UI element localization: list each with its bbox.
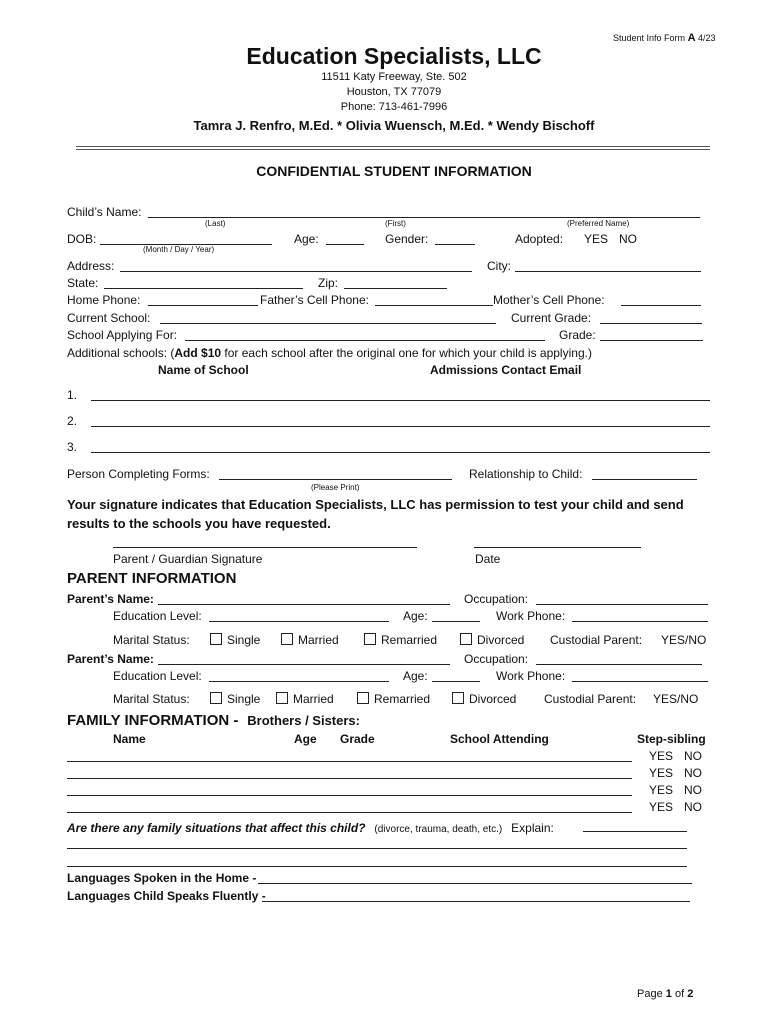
family-subheading: Brothers / Sisters:: [247, 713, 360, 728]
option-label: Single: [227, 633, 261, 647]
option-label: Single: [227, 692, 261, 706]
parent1-name-field[interactable]: [158, 593, 450, 605]
explain-line-2[interactable]: [67, 837, 687, 849]
sibling-row-1-yes[interactable]: YES: [649, 749, 674, 763]
signature-date-field[interactable]: [474, 547, 641, 548]
additional-row-3-num: 3.: [67, 440, 78, 454]
sibling-col-age: Age: [294, 732, 317, 746]
current-school-label: Current School:: [67, 311, 151, 325]
parent2-age-field[interactable]: [432, 670, 480, 682]
checkbox-icon[interactable]: [276, 692, 288, 704]
form-title: CONFIDENTIAL STUDENT INFORMATION: [256, 163, 532, 179]
age-field[interactable]: [326, 233, 364, 245]
sibling-row-4-yes[interactable]: YES: [649, 800, 674, 814]
parent1-work-phone-field[interactable]: [572, 610, 708, 622]
parent2-name-field[interactable]: [158, 653, 450, 665]
parent1-married-option[interactable]: [281, 633, 339, 647]
gender-field[interactable]: [435, 233, 475, 245]
age-label: Age:: [294, 232, 319, 246]
city-label: City:: [487, 259, 511, 273]
form-code-prefix: Student Info Form: [613, 33, 686, 43]
first-hint: (First): [385, 219, 406, 228]
additional-rest: for each school after the original one for which your child is applying.): [221, 346, 592, 360]
explain-field[interactable]: [583, 820, 687, 832]
sibling-col-school: School Attending: [450, 732, 549, 746]
parent1-occupation-label: Occupation:: [464, 592, 529, 606]
company-phone: Phone: 713-461-7996: [340, 101, 448, 113]
company-address-1: 11511 Katy Freeway, Ste. 502: [321, 71, 467, 83]
parent2-married-option[interactable]: [276, 692, 334, 706]
additional-row-2-field[interactable]: [91, 415, 710, 427]
page-word: Page: [637, 988, 663, 1000]
parent2-work-phone-field[interactable]: [572, 670, 708, 682]
parent-signature-label: Parent / Guardian Signature: [113, 552, 263, 566]
grade-field[interactable]: [600, 329, 703, 341]
parent2-single-option[interactable]: [210, 692, 260, 706]
checkbox-icon[interactable]: [210, 633, 222, 645]
relationship-field[interactable]: [592, 468, 697, 480]
zip-label: Zip:: [318, 276, 339, 290]
parent2-age-label: Age:: [403, 669, 428, 683]
sibling-row-2-yes[interactable]: YES: [649, 766, 674, 780]
additional-row-3-field[interactable]: [91, 441, 710, 453]
family-situations-question: Are there any family situations that affect this child?: [67, 821, 366, 835]
parent2-name-label: Parent’s Name:: [67, 652, 154, 666]
divider-bottom: [76, 149, 710, 150]
city-field[interactable]: [515, 260, 701, 272]
option-label: Remarried: [381, 633, 438, 647]
parent2-custodial-value[interactable]: YES/NO: [653, 692, 699, 706]
languages-fluent-field[interactable]: [262, 890, 690, 902]
explain-line-3[interactable]: [67, 855, 687, 867]
person-completing-label: Person Completing Forms:: [67, 467, 210, 481]
sibling-row-2-no[interactable]: NO: [684, 766, 702, 780]
parent2-custodial-label: Custodial Parent:: [544, 692, 637, 706]
adopted-no[interactable]: NO: [619, 232, 637, 246]
home-phone-label: Home Phone:: [67, 293, 141, 307]
languages-fluent-label: Languages Child Speaks Fluently -: [67, 889, 266, 903]
parent2-education-field[interactable]: [209, 670, 389, 682]
parent2-education-label: Education Level:: [113, 669, 202, 683]
state-label: State:: [67, 276, 99, 290]
family-situations-hint: (divorce, trauma, death, etc.): [374, 824, 503, 835]
please-print-hint: (Please Print): [311, 483, 360, 492]
family-situations-row: [67, 819, 554, 837]
checkbox-icon[interactable]: [281, 633, 293, 645]
parent1-age-field[interactable]: [432, 610, 480, 622]
adopted-yes[interactable]: YES: [584, 232, 609, 246]
sibling-col-grade: Grade: [340, 732, 375, 746]
additional-schools-note: [67, 346, 592, 360]
additional-row-1-num: 1.: [67, 388, 78, 402]
form-code-letter: A: [687, 32, 696, 44]
sibling-row-4-no[interactable]: NO: [684, 800, 702, 814]
page-of: of: [674, 988, 685, 1000]
explain-label: Explain:: [511, 821, 554, 835]
languages-home-field[interactable]: [258, 872, 692, 884]
adopted-label: Adopted:: [515, 232, 564, 246]
option-label: Remarried: [374, 692, 431, 706]
state-field[interactable]: [104, 277, 303, 289]
parent1-single-option[interactable]: [210, 633, 260, 647]
option-label: Divorced: [469, 692, 517, 706]
option-label: Married: [293, 692, 334, 706]
sibling-row-3-no[interactable]: NO: [684, 783, 702, 797]
family-heading-title: FAMILY INFORMATION -: [67, 712, 239, 729]
current-grade-field[interactable]: [600, 312, 702, 324]
checkbox-icon[interactable]: [452, 692, 464, 704]
school-applying-label: School Applying For:: [67, 328, 178, 342]
additional-row-2-num: 2.: [67, 414, 78, 428]
dob-field[interactable]: [100, 233, 272, 245]
additional-fee: Add $10: [174, 346, 222, 360]
school-applying-field[interactable]: [185, 329, 545, 341]
parent1-work-phone-label: Work Phone:: [496, 609, 566, 623]
father-cell-label: Father’s Cell Phone:: [260, 293, 369, 307]
signature-date-label: Date: [475, 552, 501, 566]
parent2-occupation-label: Occupation:: [464, 652, 529, 666]
checkbox-icon[interactable]: [210, 692, 222, 704]
gender-label: Gender:: [385, 232, 429, 246]
parent-info-heading: PARENT INFORMATION: [67, 570, 237, 587]
sibling-row-3-field[interactable]: [67, 784, 632, 796]
dob-label: DOB:: [67, 232, 97, 246]
address-label: Address:: [67, 259, 115, 273]
father-cell-field[interactable]: [375, 294, 493, 306]
grade-label: Grade:: [559, 328, 596, 342]
languages-home-label: Languages Spoken in the Home -: [67, 871, 257, 885]
permission-line-2: results to the schools you have requested.: [67, 516, 331, 531]
company-address-2: Houston, TX 77079: [346, 86, 442, 98]
current-school-field[interactable]: [160, 312, 496, 324]
permission-line-1: Your signature indicates that Education Specialists, LLC has permission to test your child and send: [67, 497, 684, 512]
last-hint: (Last): [205, 219, 226, 228]
col-admissions-email: Admissions Contact Email: [430, 363, 582, 377]
col-school-name: Name of School: [158, 363, 249, 377]
mother-cell-label: Mother’s Cell Phone:: [493, 293, 605, 307]
page-current: 1: [665, 988, 672, 1000]
parent2-divorced-option[interactable]: [452, 692, 516, 706]
additional-row-1-field[interactable]: [91, 389, 710, 401]
parent2-remarried-option[interactable]: [357, 692, 430, 706]
parent1-education-field[interactable]: [209, 610, 389, 622]
sibling-row-2-field[interactable]: [67, 767, 632, 779]
sibling-col-step: Step-sibling: [637, 732, 706, 746]
sibling-row-1-no[interactable]: NO: [684, 749, 702, 763]
sibling-row-4-field[interactable]: [67, 801, 632, 813]
parent1-occupation-field[interactable]: [536, 593, 708, 605]
sibling-col-name: Name: [113, 732, 146, 746]
checkbox-icon[interactable]: [357, 692, 369, 704]
parent1-age-label: Age:: [403, 609, 428, 623]
form-code-date: 4/23: [698, 33, 716, 43]
family-heading: [67, 712, 360, 730]
child-name-field[interactable]: [148, 206, 700, 218]
checkbox-icon[interactable]: [364, 633, 376, 645]
zip-field[interactable]: [344, 277, 447, 289]
parent2-occupation-field[interactable]: [536, 653, 702, 665]
parent2-marital-label: Marital Status:: [113, 692, 190, 706]
parent1-education-label: Education Level:: [113, 609, 202, 623]
parent1-custodial-value[interactable]: YES/NO: [661, 633, 707, 647]
additional-intro: Additional schools: (: [67, 346, 175, 360]
parent-signature-field[interactable]: [113, 547, 417, 548]
sibling-row-3-yes[interactable]: YES: [649, 783, 674, 797]
option-label: Divorced: [477, 633, 525, 647]
parent1-marital-label: Marital Status:: [113, 633, 190, 647]
divider-top: [76, 146, 710, 147]
address-field[interactable]: [120, 260, 472, 272]
relationship-label: Relationship to Child:: [469, 467, 583, 481]
person-completing-field[interactable]: [219, 468, 452, 480]
staff-names: Tamra J. Renfro, M.Ed. * Olivia Wuensch, M.Ed. * Wendy Bischoff: [193, 118, 595, 133]
company-name: Education Specialists, LLC: [246, 43, 542, 69]
current-grade-label: Current Grade:: [511, 311, 592, 325]
parent2-work-phone-label: Work Phone:: [496, 669, 566, 683]
child-name-label: Child’s Name:: [67, 205, 142, 219]
parent1-custodial-label: Custodial Parent:: [550, 633, 643, 647]
mother-cell-field[interactable]: [621, 294, 701, 306]
sibling-row-1-field[interactable]: [67, 750, 632, 762]
page-total: 2: [687, 988, 694, 1000]
parent1-remarried-option[interactable]: [364, 633, 437, 647]
preferred-hint: (Preferred Name): [567, 219, 630, 228]
home-phone-field[interactable]: [148, 294, 258, 306]
parent1-divorced-option[interactable]: [460, 633, 524, 647]
page-number: [637, 988, 693, 1000]
parent1-name-label: Parent’s Name:: [67, 592, 154, 606]
dob-hint: (Month / Day / Year): [143, 245, 215, 254]
option-label: Married: [298, 633, 339, 647]
checkbox-icon[interactable]: [460, 633, 472, 645]
